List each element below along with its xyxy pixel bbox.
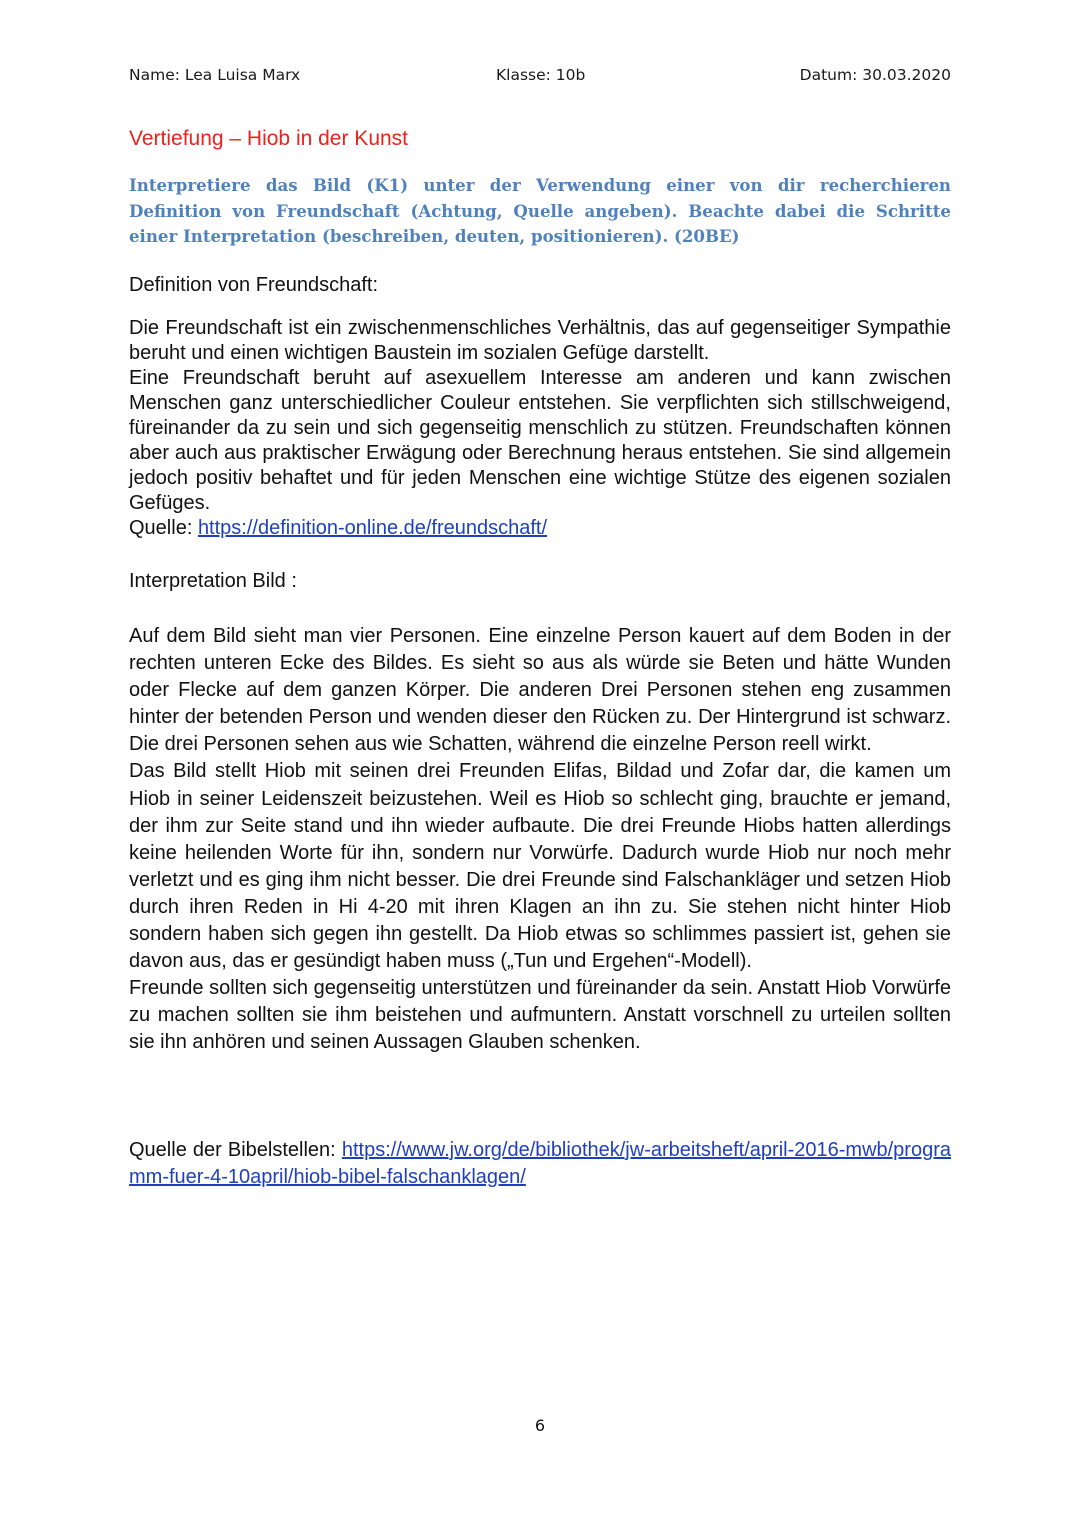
page-header: [129, 66, 951, 88]
task-instruction: Interpretiere das Bild (K1) unter der Verwendung einer von dir recherchieren Definition von Freundschaft (Achtung, Quelle angeben). Beachte dabei die Schritte einer Interpretation (beschreiben, deuten, positionieren). (20BE): [129, 175, 951, 246]
section-title: Vertiefung – Hiob in der Kunst: [129, 127, 409, 150]
student-name: Name: Lea Luisa Marx: [129, 66, 301, 84]
definition-paragraph-2: Eine Freundschaft beruht auf asexuellem Interesse am anderen und kann zwischen Menschen ganz unterschiedlicher Couleur entstehen. Sie verpflichten sich stillschweigend, füreinander da zu sein und sich gegenseitig menschlich zu stützen. Freundschaften können aber auch aus praktischer Erwägung oder Berechnung heraus entstehen. Sie sind allgemein jedoch positiv behaftet und für jeden Menschen eine wichtige Stütze des eigenen sozialen Gefüges.: [129, 367, 951, 514]
interpretation-heading: Interpretation Bild :: [129, 570, 297, 592]
definition-text: [129, 316, 951, 541]
bible-source: [129, 1137, 951, 1191]
definition-heading: Definition von Freundschaft:: [129, 274, 379, 296]
interpretation-paragraph-3: Freunde sollten sich gegenseitig unterstützen und füreinander da sein. Anstatt Hiob Vorwürfe zu machen sollten sie ihm beistehen und aufmuntern. Anstatt vorschnell zu urteilen sollten sie ihn anhören und seinen Aussagen Glauben schenken.: [129, 977, 951, 1054]
bible-source-label: Quelle der Bibelstellen:: [129, 1139, 342, 1161]
class-label: Klasse: 10b: [496, 66, 586, 84]
date-label: Datum: 30.03.2020: [799, 66, 951, 84]
page-number: 6: [534, 1416, 546, 1435]
definition-source-label: Quelle:: [129, 517, 198, 539]
definition-paragraph-1: Die Freundschaft ist ein zwischenmenschliches Verhältnis, das auf gegenseitiger Sympathie beruht und einen wichtigen Baustein im sozialen Gefüge darstellt.: [129, 317, 951, 364]
definition-source-link[interactable]: https://definition-online.de/freundschaft/: [197, 517, 548, 539]
bible-source-link[interactable]: https://www.jw.org/de/bibliothek/jw-arbeitsheft/april-2016-mwb/programm-fuer-4-10april/hiob-bibel-falschanklagen/: [129, 1139, 951, 1188]
interpretation-paragraph-2: Das Bild stellt Hiob mit seinen drei Freunden Elifas, Bildad und Zofar dar, die kamen um Hiob in seiner Leidenszeit beizustehen. Weil es Hiob so schlecht ging, brauchte er jemand, der ihm zur Seite stand und ihn wieder aufbaute. Die drei Freunde Hiobs hatten allerdings keine heilenden Worte für ihn, sondern nur Vorwürfe. Dadurch wurde Hiob nur noch mehr verletzt und es ging ihm nicht besser. Die drei Freunde sind Falschankläger und setzen Hiob durch ihren Reden in Hi 4-20 mit ihren Klagen an ihn zu. Sie stehen nicht hinter Hiob sondern haben sich gegen ihn gestellt. Da Hiob etwas so schlimmes passiert ist, gehen sie davon aus, das er gesündigt haben muss („Tun und Ergehen“-Modell).: [129, 760, 951, 973]
interpretation-text: [129, 623, 951, 1057]
definition-source: [129, 516, 951, 541]
interpretation-paragraph-1: Auf dem Bild sieht man vier Personen. Eine einzelne Person kauert auf dem Boden in der rechten unteren Ecke des Bildes. Es sieht so aus als würde sie Beten und hätte Wunden oder Flecke auf dem ganzen Körper. Die anderen Drei Personen stehen eng zusammen hinter der betenden Person und wenden dieser den Rücken zu. Der Hintergrund ist schwarz. Die drei Personen sehen aus wie Schatten, während die einzelne Person reell wirkt.: [129, 625, 951, 756]
